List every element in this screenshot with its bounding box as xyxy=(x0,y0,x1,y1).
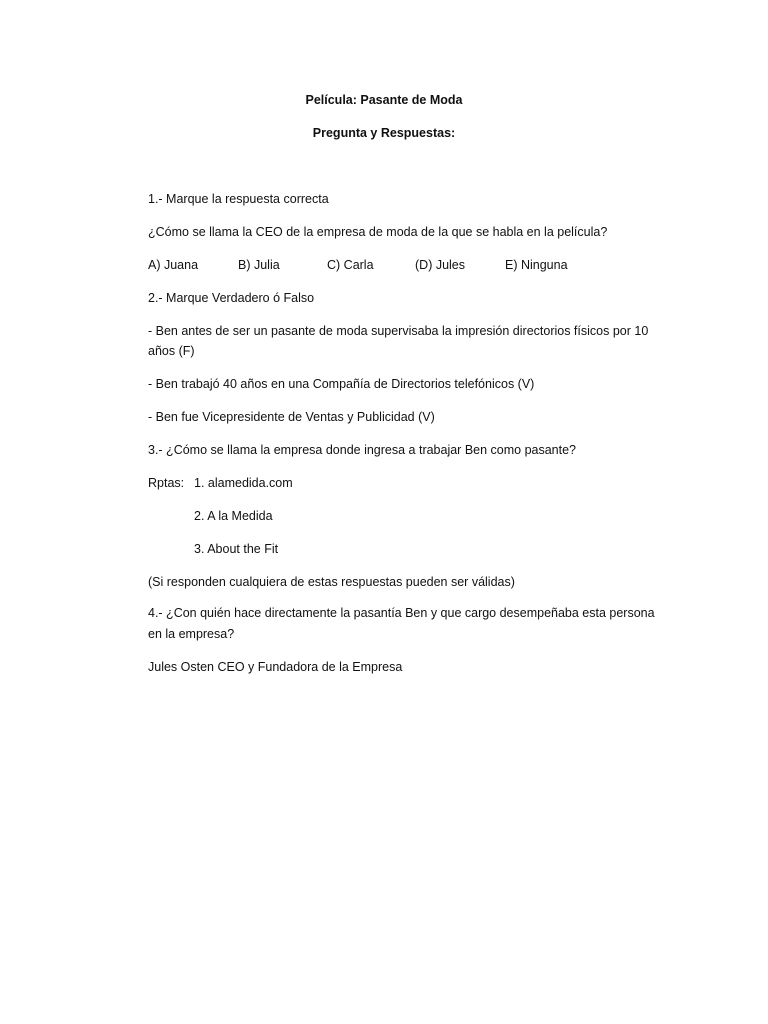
q3-question: 3.- ¿Cómo se llama la empresa donde ingresa a trabajar Ben como pasante? xyxy=(148,443,577,457)
q1-option-b: B) Julia xyxy=(238,258,280,272)
q2-item3: - Ben fue Vicepresidente de Ventas y Publicidad (V) xyxy=(148,410,435,424)
q2-heading: 2.- Marque Verdadero ó Falso xyxy=(148,291,315,305)
q2-item2: - Ben trabajó 40 años en una Compañía de Directorios telefónicos (V) xyxy=(148,377,535,391)
q2-item1-line2: años (F) xyxy=(148,344,195,358)
q1-option-c: C) Carla xyxy=(327,258,374,272)
document-title: Película: Pasante de Moda xyxy=(305,93,463,107)
q1-option-a: A) Juana xyxy=(148,258,199,272)
q4-question-line2: en la empresa? xyxy=(148,627,235,641)
q3-answer-2: 2. A la Medida xyxy=(194,509,273,523)
q1-option-d: (D) Jules xyxy=(415,258,466,272)
q4-question-line1: 4.- ¿Con quién hace directamente la pasantía Ben y que cargo desempeñaba esta persona xyxy=(148,606,655,620)
q1-heading: 1.- Marque la respuesta correcta xyxy=(148,192,329,206)
q3-note: (Si responden cualquiera de estas respuestas pueden ser válidas) xyxy=(148,575,515,589)
q3-answer-3: 3. About the Fit xyxy=(194,542,279,556)
q3-answers-label: Rptas: xyxy=(148,476,185,490)
q1-question: ¿Cómo se llama la CEO de la empresa de moda de la que se habla en la película? xyxy=(148,225,608,239)
q4-answer: Jules Osten CEO y Fundadora de la Empresa xyxy=(148,660,403,674)
q2-item1-line1: - Ben antes de ser un pasante de moda supervisaba la impresión directorios físicos por 10 xyxy=(148,324,649,338)
q3-answer-1: 1. alamedida.com xyxy=(194,476,293,490)
q1-option-e: E) Ninguna xyxy=(505,258,568,272)
document-subtitle: Pregunta y Respuestas: xyxy=(312,126,456,140)
